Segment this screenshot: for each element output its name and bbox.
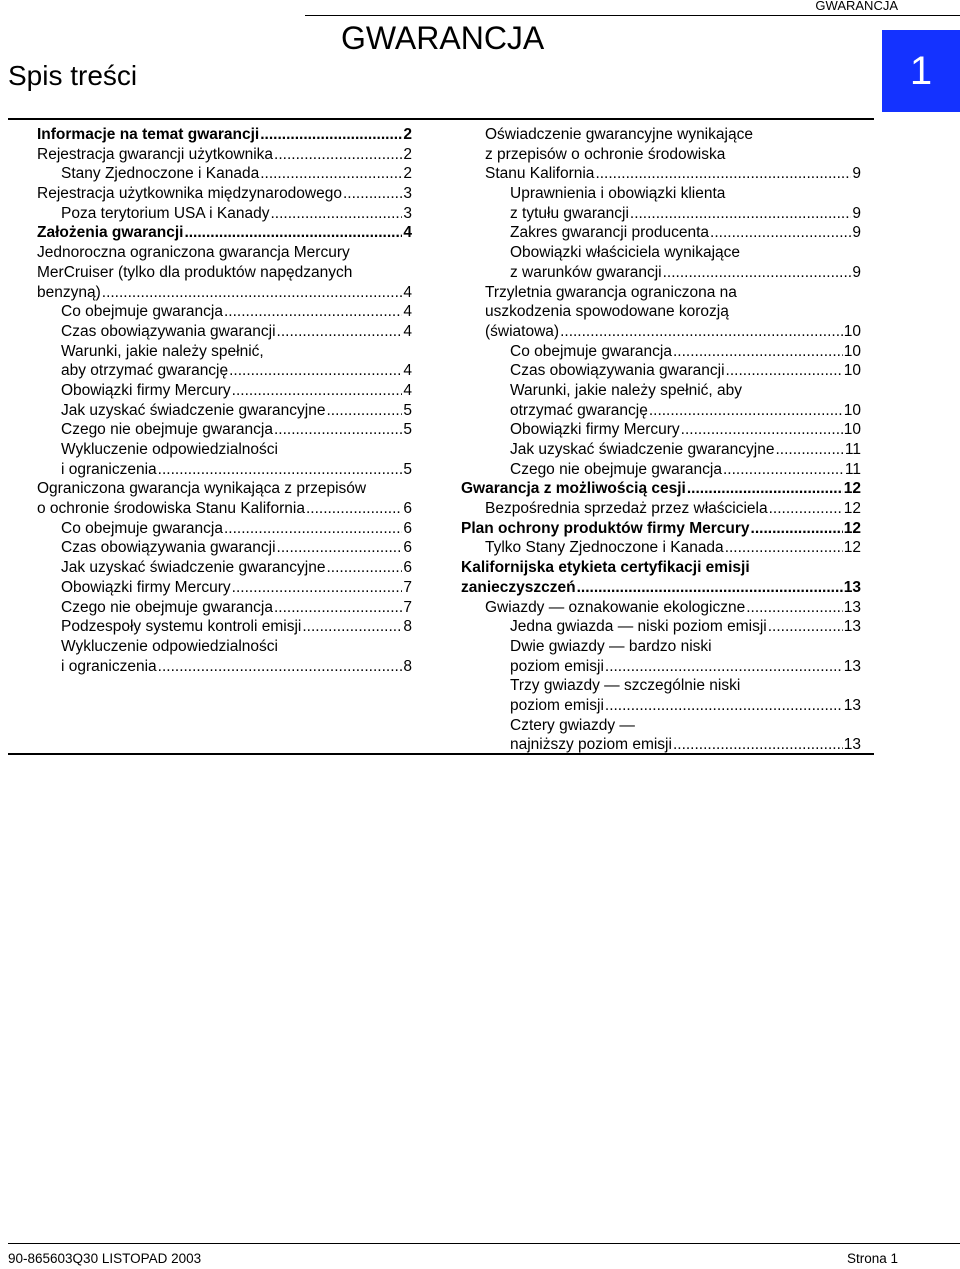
toc-dot-leader — [274, 420, 402, 440]
toc-dot-leader — [306, 499, 402, 519]
toc-entry-title: Gwiazdy — oznakowanie ekologiczne — [485, 598, 746, 616]
toc-page-number: 2 — [403, 165, 412, 183]
toc-entry-title: Warunki, jakie należy spełnić, — [61, 342, 264, 360]
toc-entry-title: poziom emisji — [510, 657, 604, 675]
toc-entry[interactable] — [461, 263, 861, 283]
toc-dot-leader — [343, 184, 402, 204]
toc-entry — [37, 637, 412, 657]
toc-entry-title: o ochronie środowiska Stanu Kalifornia — [37, 500, 305, 518]
toc-entry[interactable] — [461, 342, 861, 362]
toc-entry — [37, 342, 412, 362]
toc-dot-leader — [302, 617, 402, 637]
toc-dot-leader — [229, 361, 402, 381]
toc-entry-title: Jak uzyskać świadczenie gwarancyjne — [61, 559, 326, 577]
toc-entry[interactable] — [461, 223, 861, 243]
toc-page-number: 4 — [403, 322, 412, 340]
toc-entry — [37, 440, 412, 460]
toc-page-number: 12 — [843, 480, 861, 498]
toc-page-number: 7 — [403, 598, 412, 616]
toc-entry-title: Jednoroczna ograniczona gwarancja Mercury — [37, 244, 350, 262]
toc-dot-leader — [746, 598, 843, 618]
toc-entry[interactable] — [37, 361, 412, 381]
toc-entry — [461, 676, 861, 696]
toc-entry[interactable] — [37, 125, 412, 145]
toc-entry[interactable] — [37, 598, 412, 618]
toc-dot-leader — [673, 342, 843, 362]
toc-entry[interactable] — [37, 145, 412, 165]
toc-entry[interactable] — [37, 657, 412, 677]
toc-entry[interactable] — [461, 499, 861, 519]
toc-dot-leader — [725, 538, 843, 558]
toc-entry[interactable] — [461, 598, 861, 618]
toc-dot-leader — [277, 538, 403, 558]
toc-entry-title: MerCruiser (tylko dla produktów napędzanych — [37, 263, 353, 281]
toc-entry[interactable] — [461, 164, 861, 184]
toc-entry-title: aby otrzymać gwarancję — [61, 362, 229, 380]
toc-entry[interactable] — [461, 460, 861, 480]
toc-entry-title: Warunki, jakie należy spełnić, aby — [510, 381, 743, 399]
toc-entry-title: benzyną) — [37, 283, 101, 301]
footer-doc-code: 90-865603Q30 LISTOPAD 2003 — [8, 1251, 202, 1266]
toc-dot-leader — [595, 164, 851, 184]
toc-dot-leader — [232, 578, 403, 598]
toc-entry-title: Ograniczona gwarancja wynikająca z przepisów — [37, 480, 367, 498]
toc-entry[interactable] — [461, 440, 861, 460]
toc-entry-title: Rejestracja gwarancji użytkownika — [37, 145, 274, 163]
toc-entry-title: z tytułu gwarancji — [510, 204, 629, 222]
toc-entry[interactable] — [461, 361, 861, 381]
toc-entry[interactable] — [37, 401, 412, 421]
toc-page-number: 6 — [403, 559, 412, 577]
toc-entry[interactable] — [37, 223, 412, 243]
toc-dot-leader — [649, 401, 843, 421]
toc-page-number: 4 — [403, 362, 412, 380]
toc-entry-title: i ograniczenia — [61, 657, 157, 675]
toc-entry[interactable] — [37, 184, 412, 204]
toc-top-divider — [8, 118, 874, 120]
toc-page-number: 5 — [403, 401, 412, 419]
toc-entry — [37, 479, 412, 499]
toc-dot-leader — [663, 263, 852, 283]
toc-entry[interactable] — [37, 283, 412, 303]
toc-page-number: 2 — [403, 126, 412, 143]
toc-entry-title: Co obejmuje gwarancja — [61, 303, 223, 321]
toc-page-number: 4 — [403, 283, 412, 301]
toc-page-number: 10 — [843, 362, 861, 380]
toc-entry[interactable] — [461, 204, 861, 224]
toc-page-number: 6 — [403, 500, 412, 518]
toc-entry-title: Informacje na temat gwarancji — [37, 126, 260, 143]
toc-entry-title: Tylko Stany Zjednoczone i Kanada — [485, 539, 724, 557]
toc-entry[interactable] — [37, 322, 412, 342]
toc-entry-title: Obowiązki firmy Mercury — [510, 421, 680, 439]
toc-entry[interactable] — [461, 617, 861, 637]
toc-page-number: 9 — [852, 165, 861, 183]
toc-bottom-divider — [8, 753, 874, 755]
toc-entry-title: Jak uzyskać świadczenie gwarancyjne — [61, 401, 326, 419]
toc-entry-title: Jedna gwiazda — niski poziom emisji — [510, 618, 767, 636]
toc-dot-leader — [326, 401, 402, 421]
toc-entry[interactable] — [37, 578, 412, 598]
toc-entry[interactable] — [461, 538, 861, 558]
toc-dot-leader — [232, 381, 403, 401]
chapter-number-tab: 1 — [882, 30, 960, 112]
toc-entry-title: Jak uzyskać świadczenie gwarancyjne — [510, 441, 775, 458]
toc-dot-leader — [769, 499, 843, 519]
toc-entry — [461, 283, 861, 303]
toc-entry[interactable] — [461, 657, 861, 677]
toc-entry-title: Obowiązki właściciela wynikające — [510, 244, 741, 262]
toc-page-number: 13 — [843, 578, 861, 596]
toc-dot-leader — [326, 558, 402, 578]
toc-dot-leader — [274, 598, 402, 618]
chapter-title: GWARANCJA — [341, 20, 545, 56]
toc-dot-leader — [726, 361, 843, 381]
toc-entry[interactable] — [461, 420, 861, 440]
toc-dot-leader — [723, 460, 844, 480]
toc-dot-leader — [224, 302, 402, 322]
header-divider — [305, 15, 960, 16]
toc-heading: Spis treści — [8, 60, 138, 91]
toc-entry-title: Co obejmuje gwarancja — [510, 342, 672, 360]
toc-dot-leader — [102, 283, 403, 303]
toc-page-number: 4 — [403, 303, 412, 321]
running-header-label: GWARANCJA — [815, 0, 898, 13]
toc-entry-title: otrzymać gwarancję — [510, 401, 648, 419]
toc-entry — [461, 125, 861, 145]
toc-page-number: 4 — [403, 224, 412, 242]
toc-entry[interactable] — [461, 479, 861, 499]
toc-entry — [461, 243, 861, 263]
toc-dot-leader — [687, 479, 843, 499]
toc-page-number: 10 — [843, 342, 861, 360]
toc-entry[interactable] — [37, 420, 412, 440]
toc-entry — [461, 381, 861, 401]
toc-entry-title: Uprawnienia i obowiązki klienta — [510, 185, 726, 203]
toc-entry-title: Trzyletnia gwarancja ograniczona na — [485, 283, 737, 301]
toc-page-number: 9 — [852, 224, 861, 242]
toc-page-number: 12 — [843, 519, 861, 537]
toc-entry-title: Bezpośrednia sprzedaż przez właściciela — [485, 500, 768, 518]
toc-page-number: 3 — [403, 185, 412, 203]
toc-entry[interactable] — [37, 558, 412, 578]
toc-page-number: 13 — [843, 618, 861, 636]
toc-page-number: 9 — [852, 204, 861, 222]
toc-entry-title: Wykluczenie odpowiedzialności — [61, 441, 278, 458]
toc-entry[interactable] — [37, 381, 412, 401]
toc-dot-leader — [224, 519, 402, 539]
toc-entry-title: Obowiązki firmy Mercury — [61, 578, 231, 596]
toc-page-number: 12 — [843, 539, 861, 557]
toc-entry-title: (światowa) — [485, 322, 560, 340]
toc-entry[interactable] — [37, 164, 412, 184]
toc-entry — [461, 558, 861, 578]
toc-page-number: 8 — [403, 657, 412, 675]
toc-page-number: 13 — [843, 657, 861, 675]
toc-entry — [461, 302, 861, 322]
toc-entry-title: Kalifornijska etykieta certyfikacji emisji — [461, 559, 750, 577]
toc-entry-title: z warunków gwarancji — [510, 263, 662, 281]
toc-page-number: 11 — [844, 460, 861, 478]
toc-page-number: 13 — [843, 598, 861, 616]
toc-left-column — [37, 125, 412, 676]
toc-page-number: 13 — [843, 736, 861, 754]
toc-dot-leader — [158, 657, 403, 677]
toc-dot-leader — [277, 322, 403, 342]
toc-entry-title: Czego nie obejmuje gwarancja — [510, 460, 722, 478]
toc-entry[interactable] — [461, 696, 861, 716]
toc-entry — [461, 145, 861, 165]
toc-dot-leader — [630, 204, 851, 224]
toc-dot-leader — [775, 440, 843, 460]
toc-entry-title: najniższy poziom emisji — [510, 736, 672, 754]
toc-entry[interactable] — [461, 322, 861, 342]
toc-entry-title: i ograniczenia — [61, 460, 157, 478]
toc-entry-title: Obowiązki firmy Mercury — [61, 381, 231, 399]
toc-page-number: 2 — [403, 145, 412, 163]
toc-entry — [461, 184, 861, 204]
toc-entry[interactable] — [37, 499, 412, 519]
toc-entry — [37, 243, 412, 263]
toc-entry-title: Zakres gwarancji producenta — [510, 224, 710, 242]
toc-dot-leader — [710, 223, 851, 243]
toc-entry-title: Wykluczenie odpowiedzialności — [61, 637, 278, 655]
toc-dot-leader — [274, 145, 402, 165]
toc-entry[interactable] — [37, 519, 412, 539]
toc-dot-leader — [260, 164, 402, 184]
toc-entry-title: Czas obowiązywania gwarancji — [61, 322, 276, 340]
toc-entry[interactable] — [461, 578, 861, 598]
toc-entry-title: Rejestracja użytkownika międzynarodowego — [37, 185, 342, 203]
toc-dot-leader — [605, 657, 843, 677]
toc-entry-title: Stany Zjednoczone i Kanada — [61, 165, 260, 183]
toc-entry-title: Oświadczenie gwarancyjne wynikające — [485, 126, 753, 143]
toc-right-column — [461, 125, 861, 755]
toc-dot-leader — [271, 204, 403, 224]
toc-dot-leader — [158, 460, 403, 480]
toc-entry — [461, 716, 861, 736]
toc-page-number: 11 — [844, 441, 861, 458]
toc-dot-leader — [577, 578, 843, 598]
toc-entry-title: Czas obowiązywania gwarancji — [510, 362, 725, 380]
toc-page-number: 13 — [843, 696, 861, 714]
toc-entry-title: Cztery gwiazdy — — [510, 716, 635, 734]
toc-entry-title: Gwarancja z możliwością cesji — [461, 480, 686, 498]
toc-page-number: 10 — [843, 401, 861, 419]
toc-entry[interactable] — [37, 302, 412, 322]
toc-page-number: 5 — [403, 460, 412, 478]
toc-entry-title: z przepisów o ochronie środowiska — [485, 145, 726, 163]
toc-dot-leader — [681, 420, 843, 440]
toc-entry-title: Poza terytorium USA i Kanady — [61, 204, 270, 222]
toc-entry-title: Założenia gwarancji — [37, 224, 184, 242]
toc-page-number: 7 — [403, 578, 412, 596]
toc-page-number: 3 — [403, 204, 412, 222]
toc-entry[interactable] — [461, 401, 861, 421]
toc-dot-leader — [260, 125, 402, 145]
toc-dot-leader — [605, 696, 843, 716]
toc-entry[interactable] — [37, 617, 412, 637]
toc-entry-title: zanieczyszczeń — [461, 578, 576, 596]
toc-page-number: 6 — [403, 519, 412, 537]
toc-page-number: 4 — [403, 381, 412, 399]
toc-page-number: 10 — [843, 322, 861, 340]
toc-entry[interactable] — [37, 538, 412, 558]
toc-dot-leader — [751, 519, 843, 539]
toc-page-number: 6 — [403, 539, 412, 557]
toc-entry-title: Czego nie obejmuje gwarancja — [61, 598, 273, 616]
toc-entry-title: Czas obowiązywania gwarancji — [61, 539, 276, 557]
toc-dot-leader — [560, 322, 843, 342]
toc-entry-title: uszkodzenia spowodowane korozją — [485, 303, 729, 321]
toc-page-number: 9 — [852, 263, 861, 281]
toc-entry-title: Trzy gwiazdy — szczególnie niski — [510, 677, 741, 695]
toc-entry-title: Podzespoły systemu kontroli emisji — [61, 618, 302, 636]
toc-page-number: 8 — [403, 618, 412, 636]
toc-entry-title: Plan ochrony produktów firmy Mercury — [461, 519, 750, 537]
toc-entry[interactable] — [461, 519, 861, 539]
toc-entry — [37, 263, 412, 283]
toc-page-number: 10 — [843, 421, 861, 439]
toc-dot-leader — [768, 617, 843, 637]
toc-entry-title: Co obejmuje gwarancja — [61, 519, 223, 537]
toc-entry-title: poziom emisji — [510, 696, 604, 714]
footer-divider — [8, 1243, 960, 1244]
footer-page-label: Strona 1 — [846, 1251, 898, 1266]
toc-entry — [461, 637, 861, 657]
toc-page-number: 12 — [843, 500, 861, 518]
toc-dot-leader — [184, 223, 402, 243]
toc-entry[interactable] — [37, 460, 412, 480]
toc-entry[interactable] — [37, 204, 412, 224]
toc-page-number: 5 — [403, 421, 412, 439]
toc-entry-title: Czego nie obejmuje gwarancja — [61, 421, 273, 439]
toc-entry-title: Dwie gwiazdy — bardzo niski — [510, 637, 712, 655]
toc-entry-title: Stanu Kalifornia — [485, 165, 595, 183]
